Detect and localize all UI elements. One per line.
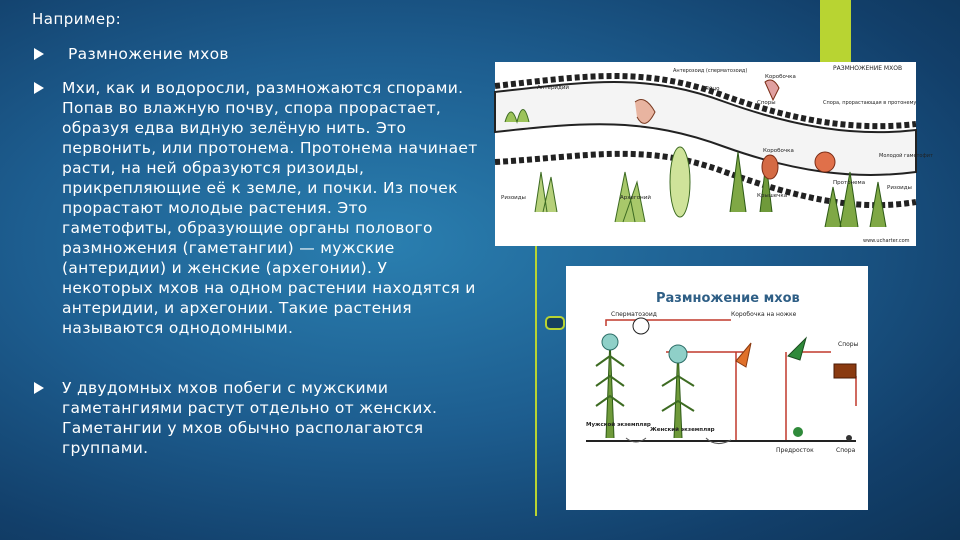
label-capsule-top: Коробочка	[765, 74, 796, 80]
label-protonema: Протонема	[833, 180, 866, 186]
label-capsule-on-stalk: Коробочка на ножке	[731, 311, 797, 318]
label-young-gametophyte: Молодой гаметофит	[879, 153, 933, 159]
bullet-list	[32, 44, 482, 458]
bullet-item	[32, 378, 482, 458]
figure2-title: Размножение мхов	[656, 291, 800, 306]
label-sperm: Сперматозоид	[611, 311, 657, 318]
bullet-arrow-icon	[34, 48, 44, 60]
label-spores: Споры	[838, 341, 859, 348]
label-cap: Крышечка	[757, 193, 788, 199]
bullet-item	[32, 78, 482, 338]
figure1-title: РАЗМНОЖЕНИЕ МХОВ	[833, 65, 903, 72]
label-egg: Яйцо	[705, 86, 720, 92]
label-male-specimen: Мужской экземпляр	[586, 422, 651, 428]
label-anterozoid: Антерозоид (сперматозоид)	[673, 68, 748, 74]
bullet-item	[32, 44, 482, 64]
accent-line	[535, 246, 537, 516]
bullet-text: У двудомных мхов побеги с мужскими гаметангиями растут отдельно от женских. Гаметангии у мхов обычно располагаются группами.	[62, 379, 438, 457]
bullet-text: Мхи, как и водоросли, размножаются спорами. Попав во влажную почву, спора прорастает, образуя едва видную зелёную нить. Это первонить, или протонема. Протонема начинает расти, на ней образуются ризоиды, прикрепляющие её к земле, и почки. Из почек прорастают молодые растения. Это гаметофиты, образующие органы полового размножения (гаметангии) — мужские (антеридии) и женские (архегонии). У некоторых мхов на одном растении находятся и антеридии, и архегонии. Такие растения называются однодомными.	[62, 79, 478, 337]
bullet-text: Размножение мхов	[68, 45, 229, 63]
accent-bar	[820, 0, 851, 64]
bullet-arrow-icon	[34, 382, 44, 394]
reproduction-illustration	[566, 266, 868, 510]
label-spore-germinating: Спора, прорастающая в протонему	[823, 100, 917, 106]
label-anteridium: Антеридий	[537, 85, 569, 91]
label-archegonium: Архегоний	[620, 195, 651, 201]
label-female-specimen: Женский экземпляр	[650, 427, 715, 433]
label-rhizoids-2: Ризоиды	[887, 185, 912, 191]
filmstrip-illustration	[495, 62, 933, 246]
bullet-arrow-icon	[34, 82, 44, 94]
label-capsule: Коробочка	[763, 148, 794, 154]
label-rhizoids: Ризоиды	[501, 195, 526, 201]
moss-reproduction-diagram	[566, 266, 868, 510]
label-protonema: Предросток	[776, 447, 814, 454]
slide-title: Например:	[32, 10, 122, 28]
label-spore: Спора	[836, 447, 856, 454]
label-spores: Споры	[757, 100, 776, 106]
accent-dot	[545, 316, 565, 330]
label-watermark: www.ucharter.com	[863, 238, 910, 244]
moss-cycle-filmstrip-figure	[495, 62, 933, 246]
